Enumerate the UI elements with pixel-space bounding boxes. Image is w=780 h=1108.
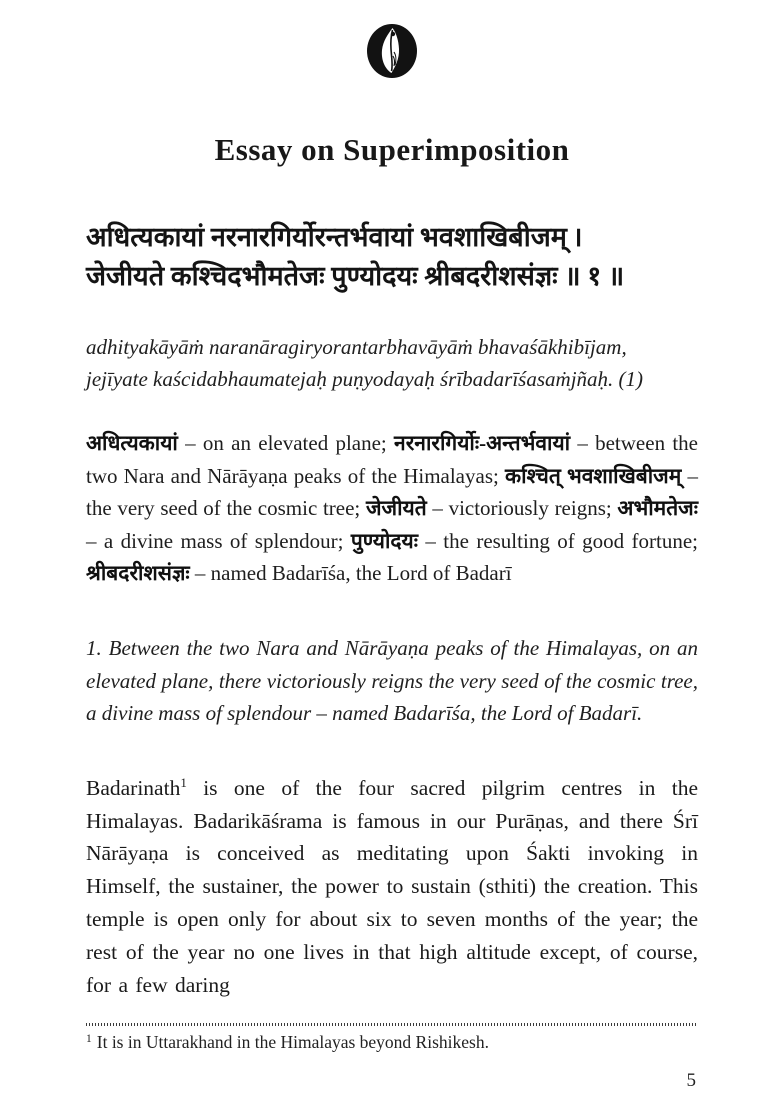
publisher-logo bbox=[86, 22, 698, 80]
gloss-english-meaning: – between the two Nara and Nārāyaṇa peaks of the Himalayas; bbox=[86, 431, 698, 488]
footnote bbox=[86, 1032, 698, 1053]
footnote-reference: 1 bbox=[180, 774, 187, 790]
footnote-separator bbox=[86, 1023, 698, 1026]
gloss-english-meaning: – victoriously reigns; bbox=[426, 496, 618, 521]
gloss-english-meaning: – named Badarīśa, the Lord of Badarī bbox=[189, 561, 512, 586]
gloss-devanagari-term: पुण्योदयः bbox=[350, 528, 418, 553]
verse-transliteration bbox=[86, 332, 698, 395]
gloss-devanagari-term: अभौमतेजः bbox=[617, 496, 699, 521]
sanskrit-verse-line-1: अधित्यकायां नरनारगिर्योरन्तर्भवायां भवशाखिबीजम् । bbox=[86, 222, 583, 252]
sanskrit-verse-line-2: जेजीयते कश्चिदभौमतेजः पुण्योदयः श्रीबदरीशसंज्ञः ॥ १ ॥ bbox=[86, 261, 625, 292]
gloss-english-meaning: – the very seed of the cosmic tree; bbox=[86, 463, 698, 521]
commentary-lead: Badarinath bbox=[86, 775, 181, 800]
gloss-devanagari-term: कश्चित् भवशाखिबीजम् bbox=[505, 463, 682, 488]
gloss-english-meaning: – the resulting of good fortune; bbox=[417, 528, 698, 553]
gloss-devanagari-term: अधित्यकायां bbox=[86, 431, 178, 456]
footnote-marker: 1 bbox=[86, 1032, 92, 1045]
commentary-text: is one of the four sacred pilgrim centres in the Himalayas. Badarikāśrama is famous in our Purāṇas, and there Śrī Nārāyaṇa is conceived as meditating upon Śakti invoking in Himself, the sustainer, the power to sustain (sthiti) the creation. This temple is open only for about six to seven months of the year; the rest of the year no one lives in that high altitude except, of course, for a few daring bbox=[86, 775, 698, 997]
gloss-devanagari-term: जेजीयते bbox=[365, 496, 427, 521]
page-number: 5 bbox=[686, 1070, 696, 1091]
page-title: Essay on Superimposition bbox=[214, 132, 570, 167]
sanskrit-verse bbox=[86, 218, 698, 296]
transliteration-line-1: adhityakāyāṁ naranāragiryorantarbhavāyāṁ bhavaśākhibījam, bbox=[86, 335, 627, 360]
gloss-devanagari-term: श्रीबदरीशसंज्ञः bbox=[86, 561, 190, 586]
footnote-text: It is in Uttarakhand in the Himalayas beyond Rishikesh. bbox=[96, 1032, 489, 1053]
word-gloss bbox=[86, 427, 698, 590]
commentary-paragraph bbox=[86, 772, 698, 1002]
transliteration-line-2: jejīyate kaścidabhaumatejaḥ puṇyodayaḥ śrībadarīśasaṁjñaḥ. (1) bbox=[86, 366, 644, 391]
verse-translation: 1. Between the two Nara and Nārāyaṇa peaks of the Himalayas, on an elevated plane, there victoriously reigns the very seed of the cosmic tree, a divine mass of splendour – named Badarīśa, the Lord of Badarī. bbox=[86, 636, 698, 726]
gloss-english-meaning: – on an elevated plane; bbox=[177, 431, 395, 456]
gloss-devanagari-term: नरनारगिर्योः-अन्तर्भवायां bbox=[394, 431, 571, 456]
gloss-english-meaning: – a divine mass of splendour; bbox=[86, 528, 351, 553]
conch-shell-icon bbox=[365, 22, 419, 80]
